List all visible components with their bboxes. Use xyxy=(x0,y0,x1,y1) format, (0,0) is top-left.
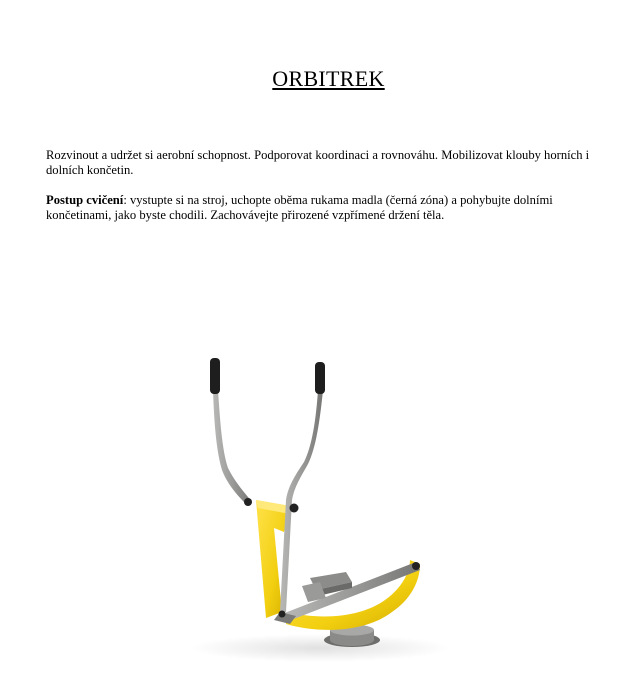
pivot-bolt xyxy=(279,611,286,618)
page-title: ORBITREK xyxy=(272,66,385,91)
elliptical-trainer-drawing xyxy=(170,350,450,670)
floor-shadow xyxy=(190,634,450,662)
procedure-paragraph xyxy=(46,193,608,223)
pivot-bolt xyxy=(412,562,420,570)
procedure-label: Postup cvičení xyxy=(46,193,124,207)
left-handle-grip xyxy=(210,358,220,394)
intro-paragraph: Rozvinout a udržet si aerobní schopnost. Podporovat koordinaci a rovnováhu. Mobilizovat klouby horních i dolních končetin. xyxy=(46,148,590,177)
right-handle-grip xyxy=(315,362,325,394)
pivot-bolt xyxy=(244,498,252,506)
pivot-bolt xyxy=(290,504,299,513)
procedure-text: : vystupte si na stroj, uchopte oběma rukama madla (černá zóna) a pohybujte dolními končetinami, jako byste chodili. Zachovávejte přirozené vzpřímené držení těla. xyxy=(46,193,553,222)
elliptical-trainer-illustration xyxy=(170,350,450,670)
left-handle-tube xyxy=(213,390,252,506)
